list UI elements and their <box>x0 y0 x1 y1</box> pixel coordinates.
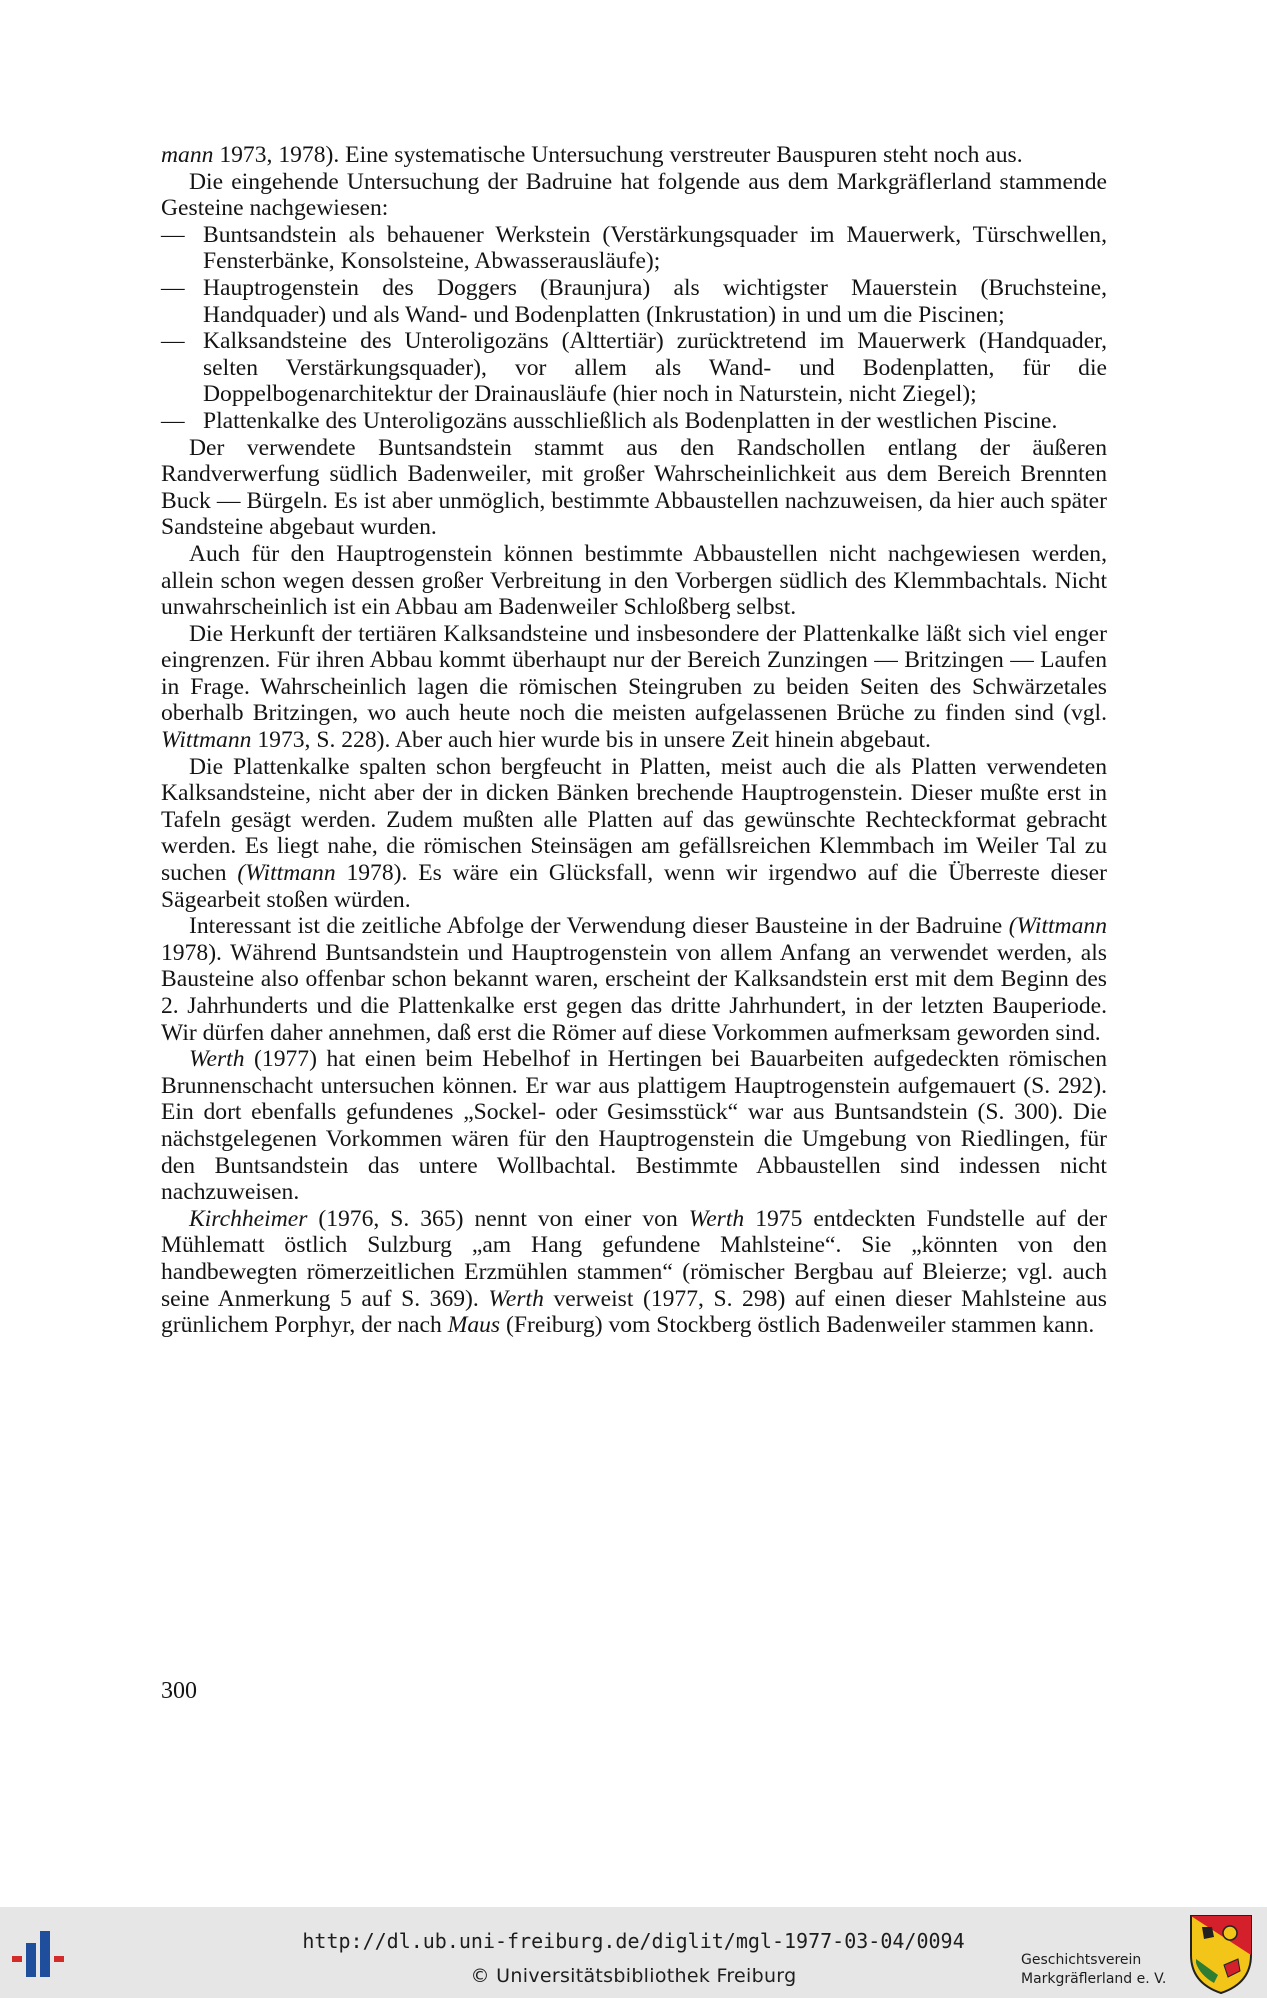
text-run: verweist (1977, S. 298) auf einen dieser Mahlsteine aus grünlichem Porphyr, der nach <box>161 1285 1107 1339</box>
page-number: 300 <box>161 1678 197 1704</box>
text-run: Die Plattenkalke spalten schon bergfeucht in Platten, meist auch die als Platten verwendeten Kalksandsteine, nicht aber der in dicken Bänken brechende Hauptrogenstein. Dieser mußte erst in Tafeln gesägt werden. Zudem mußten alle Platten auf das gewünschte Rechteckformat gebracht werden. Es liegt nahe, die römischen Steinsägen am gefällsreichen Klemmbach im Weiler Tal zu suchen <box>161 753 1107 887</box>
paragraph <box>161 1206 1107 1339</box>
citation-author: (Wittmann <box>237 860 336 887</box>
society-line-1: Geschichtsverein <box>1021 1952 1142 1968</box>
list-dash: — <box>161 328 185 355</box>
citation-author: Kirchheimer <box>189 1205 308 1232</box>
coat-of-arms-icon <box>1188 1913 1254 1995</box>
list-dash: — <box>161 274 185 301</box>
citation-author: Werth <box>488 1285 544 1312</box>
text-run: 1978). Es wäre ein Glücksfall, wenn wir irgendwo auf die Überreste dieser Sägearbeit stoßen würden. <box>161 860 1108 913</box>
text-run: Auch für den Hauptrogenstein können bestimmte Abbaustellen nicht nachgewiesen werden, allein schon wegen dessen großer Verbreitung in den Vorbergen südlich des Klemmbachtals. Nicht unwahrscheinlich ist ein Abbau am Badenweiler Schloßberg selbst. <box>161 540 1107 621</box>
citation-author: Wittmann <box>161 727 252 754</box>
list-item <box>161 275 1107 328</box>
society-line-2: Markgräflerland e. V. <box>1021 1971 1167 1987</box>
paragraph <box>161 913 1107 1046</box>
footer-bar <box>0 1907 1267 1998</box>
citation-author: Maus <box>447 1312 501 1339</box>
text-run: Kalksandsteine des Unteroligozäns (Alttertiär) zurücktretend im Mauerwerk (Handquader, selten Verstärkungsquader), vor allem als Wand- und Bodenplatten, für die Doppelbogenarchitektur der Drainausläufe (hier noch in Naturstein, nicht Ziegel); <box>203 328 1107 408</box>
list-item <box>161 222 1107 275</box>
text-run: Der verwendete Buntsandstein stammt aus den Randschollen entlang der äußeren Randverwerfung südlich Badenweiler, mit großer Wahrscheinlichkeit aus dem Bereich Brennten Buck — Bürgeln. Es ist aber unmöglich, bestimmte Abbaustellen nachzuweisen, da hier auch später Sandsteine abgebaut wurden. <box>161 434 1107 541</box>
citation-author: Werth <box>189 1046 245 1073</box>
text-run: Buntsandstein als behauener Werkstein (Verstärkungsquader im Mauerwerk, Türschwellen, Fensterbänke, Konsolsteine, Abwasserausläufe); <box>203 221 1107 275</box>
paragraph <box>161 435 1107 541</box>
text-run: Hauptrogenstein des Doggers (Braunjura) als wichtigster Mauerstein (Bruchsteine, Handquader) und als Wand- und Bodenplatten (Inkrustation) in und um die Piscinen; <box>203 274 1107 328</box>
citation-author: mann <box>161 142 214 168</box>
text-run: 1975 entdeckten Fundstelle auf der Mühlematt östlich Sulzburg „am Hang gefundene Mahlsteine“. Sie „könnten von den handbewegten römerzeitlichen Erzmühlen stammen“ (römischer Bergbau auf Bleierze; vgl. auch seine Anmerkung 5 auf S. 369). <box>161 1205 1107 1312</box>
text-run: (1977) hat einen beim Hebelhof in Hertingen bei Bauarbeiten aufgedeckten römischen Brunnenschacht untersuchen können. Er war aus plattigem Hauptrogenstein aufgemauert (S. 292). Ein dort ebenfalls gefundenes „Sockel- oder Gesimsstück“ war aus Buntsandstein (S. 300). Die nächstgelegenen Vorkommen wären für den Hauptrogenstein die Umgebung von Riedlingen, für den Buntsandstein das untere Wollbachtal. Bestimmte Abbaustellen sind indessen nicht nachzuweisen. <box>161 1046 1107 1206</box>
document-body <box>161 142 1107 1339</box>
paragraph <box>161 754 1107 914</box>
list-item <box>161 328 1107 408</box>
copyright-text: © Universitätsbibliothek Freiburg <box>470 1965 797 1987</box>
text-run: 1978). Während Buntsandstein und Hauptrogenstein von allem Anfang an verwendet werden, als Bausteine also offenbar schon bekannt waren, erscheint der Kalksandstein erst mit dem Beginn des 2. Jahrhunderts und die Plattenkalke erst gegen das dritte Jahrhundert, in der letzten Bauperiode. Wir dürfen daher annehmen, daß erst die Römer auf diese Vorkommen aufmerksam geworden sind. <box>161 939 1107 1046</box>
text-run: (1976, S. 365) nennt von einer von <box>307 1205 689 1232</box>
paragraph <box>161 541 1107 621</box>
citation-author: (Wittmann <box>1008 913 1107 940</box>
citation-author: Werth <box>688 1205 745 1232</box>
text-run: Die eingehende Untersuchung der Badruine hat folgende aus dem Markgräflerland stammende Gesteine nachgewiesen: <box>161 168 1107 222</box>
text-run: 1973, S. 228). Aber auch hier wurde bis in unsere Zeit hinein abgebaut. <box>251 727 931 754</box>
list-item <box>161 408 1107 435</box>
paragraph <box>161 621 1107 754</box>
text-run: Plattenkalke des Unteroligozäns ausschließlich als Bodenplatten in der westlichen Piscine. <box>203 407 1058 434</box>
text-run: Die Herkunft der tertiären Kalksandsteine und insbesondere der Plattenkalke läßt sich viel enger eingrenzen. Für ihren Abbau kommt überhaupt nur der Bereich Zunzingen — Britzingen — Laufen in Frage. Wahrscheinlich lagen die römischen Steingruben zu beiden Seiten des Schwärzetales oberhalb Britzingen, wo auch heute noch die meisten aufgelassenen Brüche zu finden sind (vgl. <box>161 620 1107 727</box>
list-dash: — <box>161 407 185 434</box>
list-dash: — <box>161 221 185 248</box>
source-url-link[interactable]: http://dl.ub.uni-freiburg.de/diglit/mgl-1977-03-04/0094 <box>302 1929 965 1953</box>
text-run: 1973, 1978). Eine systematische Untersuchung verstreuter Bauspuren steht noch aus. <box>213 142 1023 168</box>
text-run: (Freiburg) vom Stockberg östlich Badenweiler stammen kann. <box>500 1312 1095 1339</box>
text-run: Interessant ist die zeitliche Abfolge der Verwendung dieser Bausteine in der Badruine <box>189 913 1009 940</box>
society-name <box>1021 1951 1181 1989</box>
paragraph <box>161 169 1107 222</box>
paragraph <box>161 1046 1107 1206</box>
paragraph <box>161 142 1107 169</box>
